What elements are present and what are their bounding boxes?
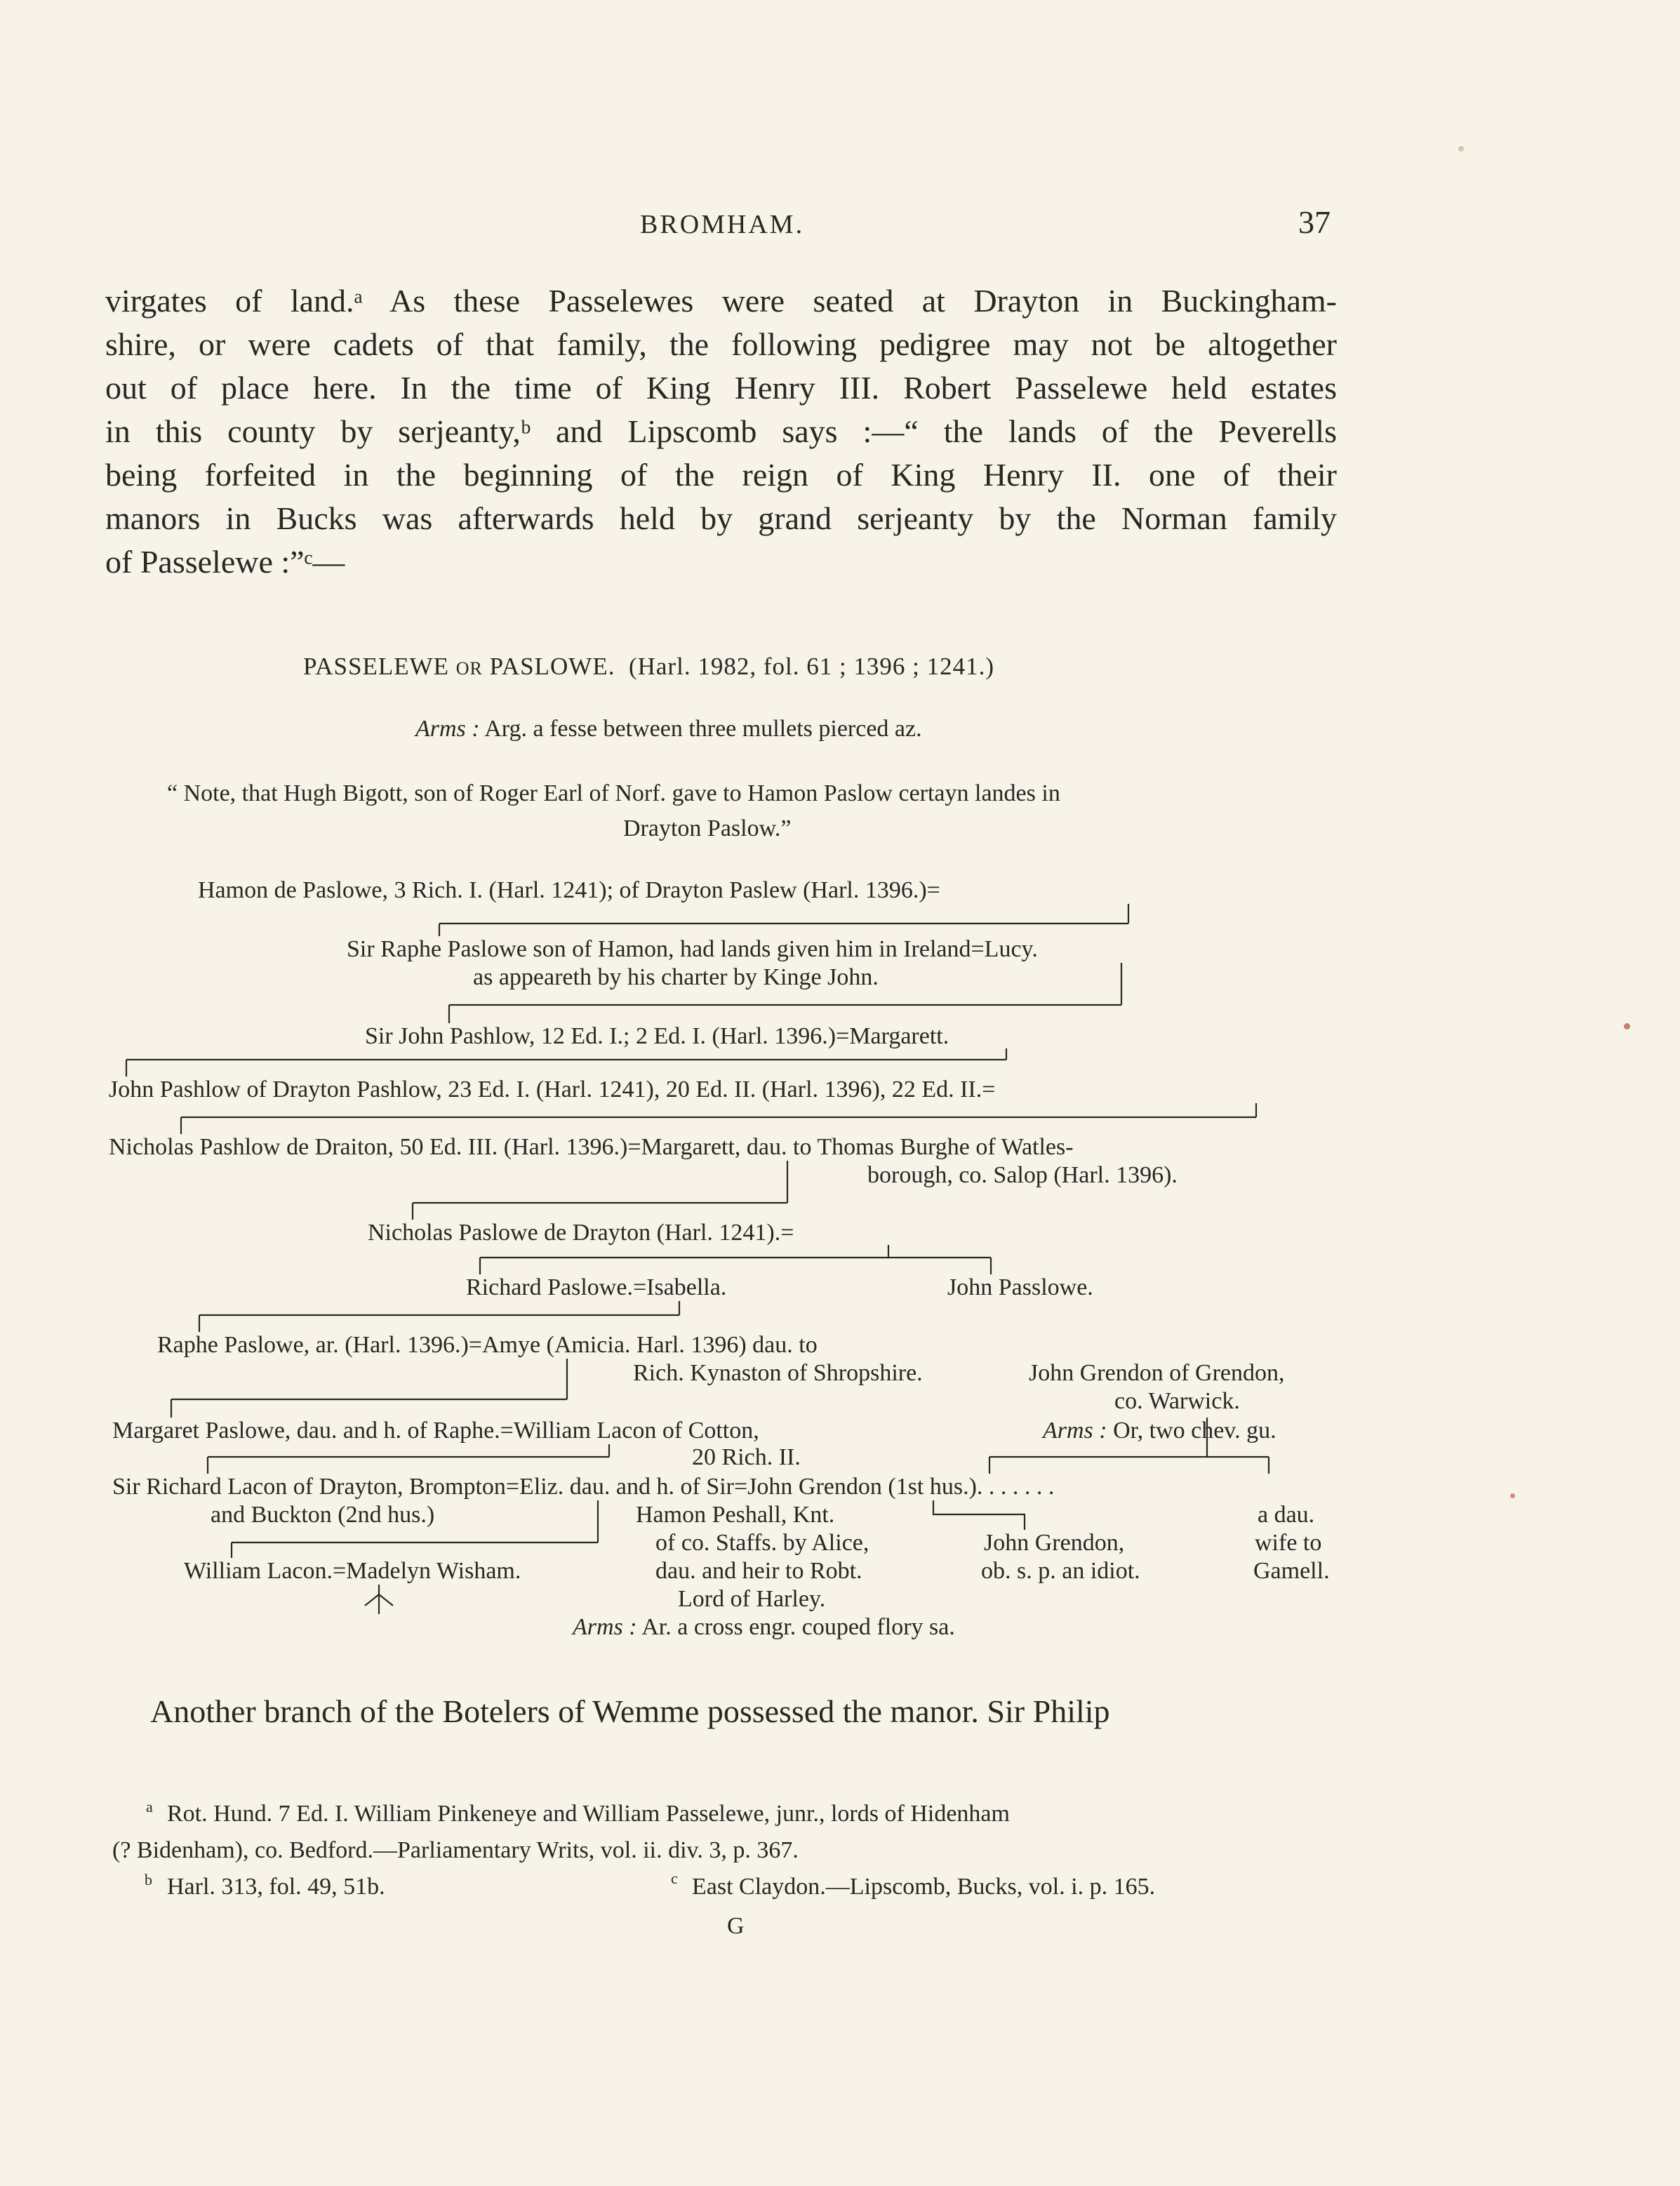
intro-line: out of place here. In the time of King Henry III. Robert Passelewe held estates [105, 370, 1337, 406]
pedigree-grendon: John Grendon of Grendon, [1029, 1360, 1285, 1386]
pedigree-title-name: PASSELEWE [303, 653, 450, 680]
pedigree-nicholas-1: Nicholas Pashlow de Draiton, 50 Ed. III. (Harl. 1396.)=Margarett, dau. to Thomas Burghe of Watles- [109, 1134, 1074, 1160]
pedigree-eliz-3: dau. and heir to Robt. [655, 1558, 862, 1584]
pedigree-margaret-note: 20 Rich. II. [692, 1444, 801, 1470]
pedigree-eliz-2: of co. Staffs. by Alice, [655, 1530, 869, 1556]
closing-paragraph: Another branch of the Botelers of Wemme possessed the manor. Sir Philip [150, 1693, 1110, 1729]
pedigree-grendon-note: co. Warwick. [1114, 1388, 1240, 1414]
pedigree-nicholas-1-note: borough, co. Salop (Harl. 1396). [867, 1162, 1178, 1188]
arms-text: Arg. a fesse between three mullets pierced az. [484, 716, 922, 742]
pedigree-title-refs: (Harl. 1982, fol. 61 ; 1396 ; 1241.) [628, 653, 995, 680]
arms-label: Arms : [415, 716, 480, 742]
paper-speck [1624, 1023, 1630, 1029]
pedigree-margaret: Margaret Paslowe, dau. and h. of Raphe.=William Lacon of Cotton, [112, 1418, 759, 1444]
footnote-c-mark: c [671, 1870, 678, 1887]
pedigree-dau-3: Gamell. [1253, 1558, 1330, 1584]
pedigree-hamon: Hamon de Paslowe, 3 Rich. I. (Harl. 1241); of Drayton Paslew (Harl. 1396.)= [198, 877, 940, 903]
grendon-arms-text: Or, two chev. gu. [1113, 1418, 1276, 1444]
pedigree-richard: Richard Paslowe.=Isabella. [466, 1274, 727, 1300]
footnote-a-mark: a [146, 1798, 153, 1815]
pedigree-dau-2: wife to [1255, 1530, 1322, 1556]
paper-speck [1458, 146, 1464, 152]
pedigree-john-grendon-2: John Grendon, [984, 1530, 1125, 1556]
pedigree-john-pashlow-1: Sir John Pashlow, 12 Ed. I.; 2 Ed. I. (Harl. 1396.)=Margarett. [365, 1023, 949, 1049]
footnote-b-text: Harl. 313, fol. 49, 51b. [167, 1874, 385, 1900]
signature-mark: G [727, 1913, 745, 1939]
pedigree-william-lacon: William Lacon.=Madelyn Wisham. [184, 1558, 521, 1584]
footnote-a-line-2: (? Bidenham), co. Bedford.—Parliamentary Writs, vol. ii. div. 3, p. 367. [112, 1837, 799, 1863]
peshall-arms-label: Arms : [573, 1614, 637, 1640]
pedigree-raphe-note: as appeareth by his charter by Kinge John. [473, 964, 879, 990]
intro-line: virgates of land.ᵃ As these Passelewes were seated at Drayton in Buckingham- [105, 283, 1337, 319]
pedigree-title-alt: PASLOWE. [489, 653, 615, 680]
pedigree-richard-lacon-note: and Buckton (2nd hus.) [211, 1502, 435, 1528]
note-line-2: Drayton Paslow.” [623, 815, 792, 841]
intro-line: manors in Bucks was afterwards held by grand serjeanty by the Norman family [105, 500, 1337, 536]
pedigree-raphe: Sir Raphe Paslowe son of Hamon, had lands given him in Ireland=Lucy. [347, 936, 1038, 962]
pedigree-dau-1: a dau. [1258, 1502, 1315, 1528]
footnote-b-mark: b [145, 1871, 152, 1888]
pedigree-raphe-2-note: Rich. Kynaston of Shropshire. [633, 1360, 923, 1386]
intro-line: in this county by serjeanty,ᵇ and Lipscomb says :—“ the lands of the Peverells [105, 413, 1337, 449]
running-title: BROMHAM. [640, 210, 805, 239]
pedigree-richard-lacon: Sir Richard Lacon of Drayton, Brompton=Eliz. dau. and h. of Sir=John Grendon (1st hus.). . . . . . . [112, 1474, 1055, 1500]
pedigree-nicholas-2: Nicholas Paslowe de Drayton (Harl. 1241).= [368, 1220, 794, 1246]
footnote-a-line-1: Rot. Hund. 7 Ed. I. William Pinkeneye and William Passelewe, junr., lords of Hidenham [167, 1801, 1010, 1827]
intro-line: being forfeited in the beginning of the reign of King Henry II. one of their [105, 457, 1337, 493]
grendon-arms-label: Arms : [1043, 1418, 1107, 1444]
note-line-1: “ Note, that Hugh Bigott, son of Roger Earl of Norf. gave to Hamon Paslow certayn landes in [167, 780, 1060, 806]
page-number: 37 [1298, 204, 1331, 240]
intro-line: shire, or were cadets of that family, the following pedigree may not be altogether [105, 326, 1337, 362]
pedigree-raphe-2: Raphe Paslowe, ar. (Harl. 1396.)=Amye (Amicia. Harl. 1396) dau. to [157, 1332, 818, 1358]
peshall-arms-text: Ar. a cross engr. couped flory sa. [641, 1614, 955, 1640]
pedigree-john-pashlow-2: John Pashlow of Drayton Pashlow, 23 Ed. I. (Harl. 1241), 20 Ed. II. (Harl. 1396), 22 Ed. II.= [109, 1077, 996, 1102]
footnote-c-text: East Claydon.—Lipscomb, Bucks, vol. i. p. 165. [692, 1874, 1156, 1900]
pedigree-john-grendon-2-note: ob. s. p. an idiot. [981, 1558, 1140, 1584]
pedigree-title-or: OR [455, 658, 483, 679]
intro-line: of Passelewe :”ᶜ— [105, 544, 345, 580]
pedigree-eliz-1: Hamon Peshall, Knt. [636, 1502, 835, 1528]
pedigree-john-passlowe: John Passlowe. [947, 1274, 1093, 1300]
pedigree-eliz-4: Lord of Harley. [678, 1586, 826, 1612]
paper-speck [1510, 1493, 1515, 1498]
